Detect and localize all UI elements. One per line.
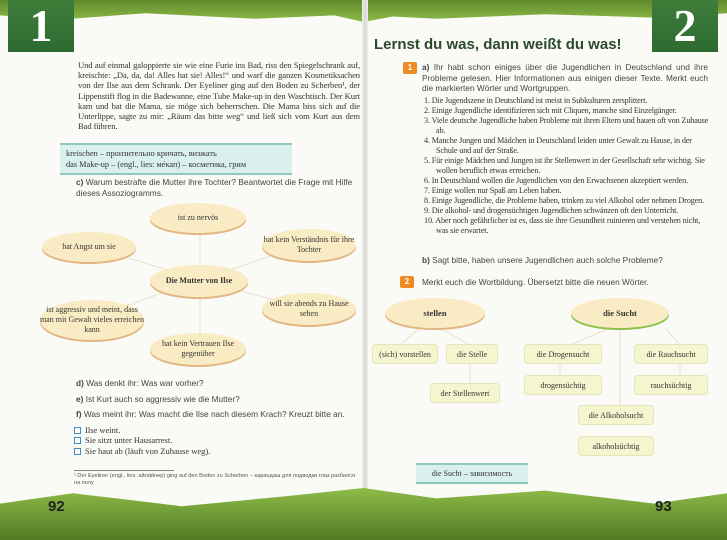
page-number-right: 93 — [655, 498, 672, 515]
task-text: Was meint ihr: Was macht die Ilse nach diesem Krach? Kreuzt bitte an. — [83, 409, 345, 419]
option[interactable] — [74, 435, 360, 446]
tasks-def — [76, 378, 360, 461]
list-item: 5. Für einige Mädchen und Jungen ist ihr Stellenwert in der Gesellschaft sehr wichtig. Sie wollen beruflich etwas erreichen. — [424, 156, 705, 175]
checkbox[interactable] — [74, 437, 81, 444]
word-box: die Drogensucht — [524, 344, 602, 364]
option[interactable] — [74, 446, 360, 457]
word-box: die Alkoholsucht — [578, 405, 654, 425]
task-label: e) — [76, 393, 84, 404]
mindmap-node: hat kein Verständnis für ihre Tochter — [262, 229, 356, 261]
exercise-number: 2 — [400, 276, 414, 288]
list-item: 7. Einige wollen nur Spaß am Leben haben. — [424, 186, 562, 195]
list-item: 1. Die Jugendszene in Deutschland ist meist in Subkulturen zersplittert. — [424, 96, 648, 105]
checkbox[interactable] — [74, 427, 81, 434]
footnote: ¹ Der Eyeliner (engl., lies: айлáйнер) ging auf den Boden zu Scherben – карандаш для подводки глаз разбился на полу — [74, 473, 356, 486]
page-number-left: 92 — [48, 498, 65, 515]
word-root-stellen: stellen — [385, 298, 485, 328]
mindmap-node: will sie abends zu Hause sehen — [262, 293, 356, 325]
decorative-bottom-border — [0, 488, 727, 540]
list-item: 4. Manche Jungen und Mädchen in Deutschland leiden unter Gewalt zu Hause, in der Schule und auf der Straße. — [424, 136, 692, 155]
word-box: die Rauchsucht — [634, 344, 708, 364]
word-root-sucht: die Sucht — [571, 298, 669, 328]
task-text: Ihr habt schon einiges über die Jugendlichen in Deutschland und ihre Probleme gelesen. Hier Informationen aus einigen dieser Texte. Merkt euch die markierten Wörter und Wortgruppen. — [422, 62, 708, 93]
options-list — [74, 425, 360, 457]
word-box: rauchsüchtig — [634, 375, 708, 395]
book-gutter — [362, 0, 368, 540]
footnote-divider — [74, 470, 174, 471]
exercise-2: Merkt euch die Wortbildung. Übersetzt bitte die neuen Wörter. — [422, 277, 649, 287]
statement-list — [422, 96, 714, 236]
vocab-entry: das Make-up – (engl., lies: мéкап) – косметика, грим — [66, 160, 247, 169]
task-d — [76, 378, 360, 389]
task-label: b) — [422, 255, 430, 265]
story-paragraph: Und auf einmal galoppierte sie wie eine Furie ins Bad, riss den Spiegelschrank auf, kreischte: „Da, da, da! Alles hat sie! Alles!“ und warf die ganzen Kosmetiksachen von der Ilse aus dem Schrank. Der Eyeliner ging auf den Boden zu Scherben¹, der Lippenstift flog in die Badewanne, eine Tube Make-up in den Waschtisch. Der Kurt kam und bat die Mama, sie möge sich beherrschen. Die Mama biss sich auf die Unterlippe, sagte zu mir: „Räum das bitte weg“ und ließ sich vom Kurt aus dem Bad führen. — [78, 60, 360, 132]
exercise-number: 1 — [403, 62, 417, 74]
option-label: Ilse weint. — [85, 424, 121, 435]
word-box: drogensüchtig — [524, 375, 602, 395]
task-text: Was denkt ihr: Was war vorher? — [86, 378, 204, 388]
list-item: 9. Die alkohol- und drogensüchtigen Jugendlichen schwänzen oft den Unterricht. — [424, 206, 679, 215]
list-item: 3. Viele deutsche Jugendliche haben Probleme mit ihren Eltern und hauen oft von Zuhause ab. — [424, 116, 709, 135]
word-box: der Stellenwert — [430, 383, 500, 403]
chapter-badge-left: 1 — [8, 0, 74, 52]
word-box: alkoholsüchtig — [578, 436, 654, 456]
vocab-entry: kreischen – пронзительно кричать, визжать — [66, 149, 217, 158]
task-text: Sagt bitte, haben unsere Jugendlichen auch solche Probleme? — [432, 255, 663, 265]
word-box: (sich) vorstellen — [372, 344, 438, 364]
option-label: Sie sitzt unter Hausarrest. — [85, 435, 173, 445]
task-f — [76, 409, 360, 420]
task-label: a) — [422, 62, 430, 72]
option-label: Sie haut ab (läuft von Zuhause weg). — [85, 445, 211, 456]
task-text: Warum bestrafte die Mutter ihre Tochter? Beantwortet die Frage mit Hilfe dieses Assoziogramms. — [76, 177, 353, 198]
mindmap-node: ist aggressiv und meint, dass man mit Gewalt vieles erreichen kann — [40, 300, 144, 340]
task-label: d) — [76, 378, 84, 388]
task-label: c) — [76, 177, 84, 187]
option[interactable] — [74, 425, 360, 436]
exercise-1a — [422, 62, 708, 94]
task-label: f) — [76, 409, 82, 419]
word-box: die Stelle — [446, 344, 498, 364]
vocab-note-right: die Sucht – зависимость — [416, 463, 528, 484]
checkbox[interactable] — [74, 448, 81, 455]
page-title: Lernst du was, dann weißt du was! — [374, 36, 622, 53]
mindmap-node: hat kein Vertrauen Ilse gegenüber — [150, 333, 246, 365]
mindmap-node: hat Angst um sie — [42, 232, 136, 262]
task-e — [76, 394, 360, 405]
list-item: 2. Einige Jugendliche identifizieren sich mit Cliquen, manche sind Einzelgänger. — [424, 106, 677, 115]
task-text: Ist Kurt auch so aggressiv wie die Mutter? — [85, 393, 240, 404]
chapter-badge-right: 2 — [652, 0, 718, 52]
mindmap-center: Die Mutter von Ilse — [150, 265, 248, 297]
exercise-1b — [422, 255, 663, 266]
mindmap-node: ist zu nervös — [150, 203, 246, 233]
list-item: 10. Aber noch gefährlicher ist es, dass sie ihre Gesundheit ruinieren und verstehen nicht, was sie erwartet. — [424, 216, 701, 235]
list-item: 6. In Deutschland wollen die Jugendlichen von den Erwachsenen akzeptiert werden. — [424, 176, 689, 185]
list-item: 8. Einige Jugendliche, die Probleme haben, trinken zu viel Alkohol oder nehmen Drogen. — [424, 196, 704, 205]
